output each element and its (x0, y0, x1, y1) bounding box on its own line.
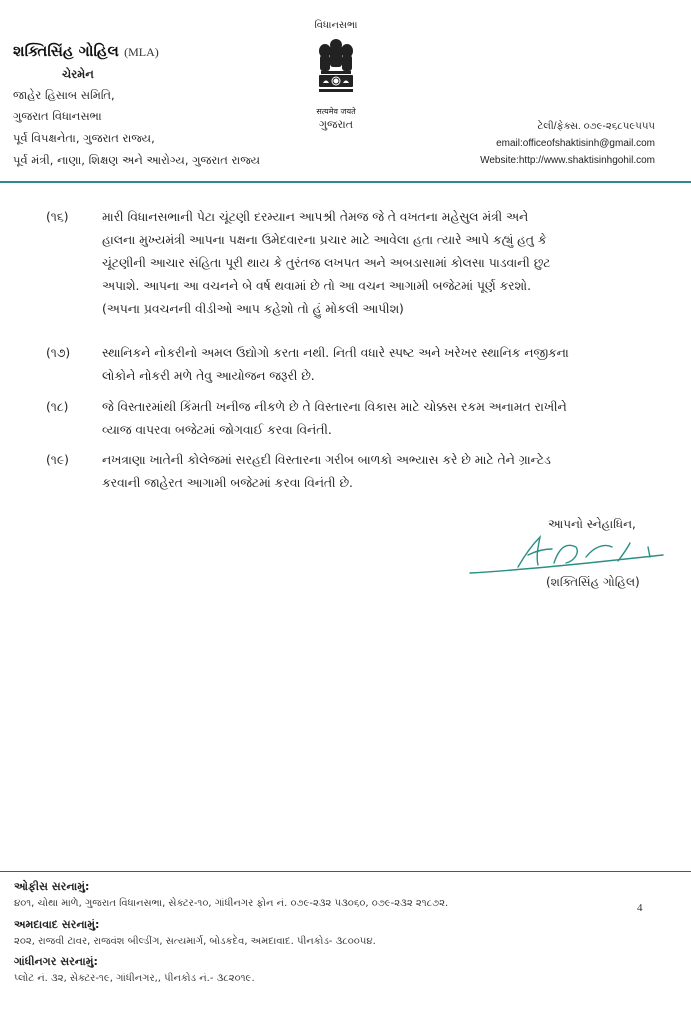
point-number: (૧૭) (46, 346, 71, 360)
header-rule (0, 181, 691, 183)
gandhinagar-address-text: પ્લોટ નં. ૩૨, સેક્ટર-૧૯, ગાંધીનગર,, પીનકોડ નં.- ૩૮૨૦૧૯. (14, 973, 255, 984)
sender-name-text: શક્તિસિંહ ગોહિલ (13, 42, 119, 60)
sender-line-1: જાહેર હિસાબ સમિતિ, (13, 88, 115, 102)
signature-mark (468, 533, 668, 581)
point-line: લોકોને નોકરી મળે તેવુ આયોજન જરૂરી છે. (102, 369, 315, 383)
sender-name (13, 42, 159, 60)
ahmedabad-address-text: ૨૦૨, રાજવી ટાવર, રાજવંશ બીલ્ડીંગ, સત્યમાર્ગ, બોડકદેવ, અમદાવાદ. પીનકોડ- ૩૮૦૦૫૪. (14, 936, 376, 947)
point-line: વ્યાજ વાપરવા બજેટમાં જોગવાઈ કરવા વિનંતી. (102, 423, 332, 437)
point-16 (0, 206, 691, 324)
point-line: ચૂંટણીની આચાર સંહિતા પૂરી થાય કે તુરંતજ લખપત અને અબડાસામાં કોલસા પાડવાની છુટ (102, 256, 551, 270)
gandhinagar-address-label: ગાંધીનગર સરનામું: (14, 955, 98, 968)
state-emblem-block (304, 20, 368, 132)
sender-role: ચેરમેન (62, 67, 94, 81)
tel-fax: ટેલી/ફેક્સ. ૦૭૯-૨૬૮૫૯૫૫૫ (537, 121, 655, 132)
signatory-name: (શક્તિસિંહ ગોહિલ) (546, 575, 640, 589)
closing-greeting: આપનો સ્નેહાધિન, (548, 517, 636, 531)
point-line: (અપના પ્રવચનની વીડીઓ આપ કહેશો તો હું મોકલી આપીશ) (102, 302, 404, 316)
sender-title-suffix: (MLA) (124, 45, 159, 59)
website-address: Website:http://www.shaktisinhgohil.com (480, 155, 655, 166)
sender-line-3: પૂર્વ વિપક્ષનેતા, ગુજરાત રાજ્ય, (13, 131, 155, 145)
point-line: નખત્રાણા ખાતેની કોલેજમાં સરહદી વિસ્તારના ગરીબ બાળકો અભ્યાસ કરે છે માટે તેને ગ્રાન્ટેડ (102, 453, 551, 467)
point-17 (0, 342, 691, 390)
point-line: જે વિસ્તારમાંથી કિંમતી ખનીજ નીકળે છે તે વિસ્તારના વિકાસ માટે ચોક્કસ રકમ અનામત રાખીને (102, 400, 567, 414)
point-number: (૧૮) (46, 400, 69, 414)
point-number: (૧૬) (46, 210, 69, 224)
emblem-state-name: ગુજરાત (318, 118, 354, 131)
ahmedabad-address-label: અમદાવાદ સરનામું: (14, 918, 100, 931)
point-number: (૧૯) (46, 453, 69, 467)
ashoka-emblem-icon (316, 33, 356, 105)
point-line: હાલના મુખ્યમંત્રી આપના પક્ષના ઉમેદવારના પ્રચાર માટે આવેલા હતા ત્યારે આપે કહ્યું હતુ કે (102, 233, 547, 247)
point-line: અપાશે. આપના આ વચનને બે વર્ષ થવામાં છે તો આ વચન આગામી બજેટમાં પૂર્ણ કરશો. (102, 279, 531, 293)
email-address: email:officeofshaktisinh@gmail.com (496, 138, 655, 149)
point-line: સ્થાનિકને નોકરીનો અમલ ઉદ્યોગો કરતા નથી. નિતી વધારે સ્પષ્ટ અને ખરેખર સ્થાનિક નજીકના (102, 346, 569, 360)
point-line: કરવાની જાહેરત આગામી બજેટમાં કરવા વિનંતી છે. (102, 476, 353, 490)
emblem-caption: વિધાનસભા (314, 20, 358, 31)
sender-line-2: ગુજરાત વિધાનસભા (13, 109, 102, 123)
emblem-motto: सत्यमेव जयते (316, 107, 356, 116)
page-number: 4 (637, 902, 643, 914)
office-address-label: ઓફીસ સરનામું: (14, 880, 90, 893)
footer-rule (0, 871, 691, 872)
point-19 (0, 449, 691, 497)
point-18 (0, 396, 691, 444)
sender-line-4: પૂર્વ મંત્રી, નાણા, શિક્ષણ અને આરોગ્ય, ગુજરાત રાજ્ય (13, 153, 261, 167)
office-address-text: ૪૦૧, ચોથા માળે, ગુજરાત વિધાનસભા, સેક્ટર-૧૦, ગાંધીનગર ફોન નં. ૦૭૯-૨૩૨ ૫૩૦૬૦, ૦૭૯-૨૩૨ ૨૧૮૭૨. (14, 898, 449, 909)
point-line: મારી વિધાનસભાની પેટા ચૂંટણી દરમ્યાન આપશ્રી તેમજ જે તે વખતના મહેસુલ મંત્રી અને (102, 210, 529, 224)
